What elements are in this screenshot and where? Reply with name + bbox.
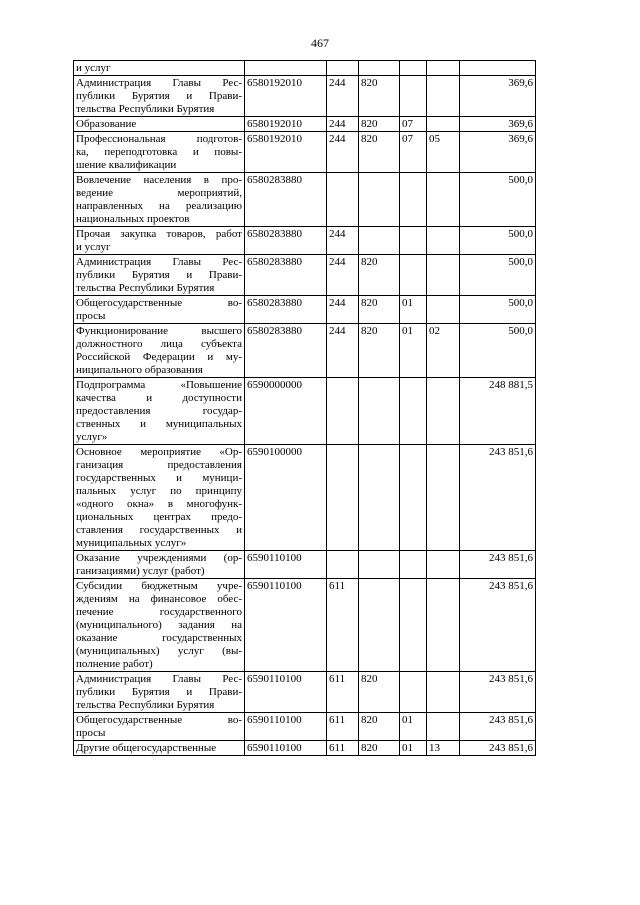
item-name-line: Профессиональная подготов-: [76, 133, 242, 145]
item-name-line: Образование: [76, 118, 137, 130]
amount-cell: 500,0: [460, 173, 536, 227]
item-name-line: Основное мероприятие «Ор-: [76, 446, 242, 458]
grbs-code-cell: 820: [359, 741, 400, 756]
grbs-code-cell: 820: [359, 713, 400, 741]
item-name-cell: [74, 117, 245, 132]
amount-cell: 243 851,6: [460, 741, 536, 756]
table-row: [74, 579, 536, 672]
item-name-line: услуг»: [76, 431, 108, 443]
grbs-code-cell: 820: [359, 324, 400, 378]
subsection-code-cell: [427, 378, 460, 445]
subsection-code-cell: [427, 76, 460, 117]
amount-cell: 248 881,5: [460, 378, 536, 445]
amount-cell: 500,0: [460, 255, 536, 296]
item-name-line: Оказание учреждениями (ор-: [76, 552, 242, 564]
table-row: [74, 61, 536, 76]
amount-cell: 500,0: [460, 324, 536, 378]
item-name-line: тельства Республики Бурятия: [76, 282, 215, 294]
section-code-cell: [400, 61, 427, 76]
item-name-line: тельства Республики Бурятия: [76, 103, 215, 115]
item-name-cell: [74, 227, 245, 255]
item-name-line: ставления государственных и: [76, 524, 242, 536]
item-name-line: муниципальных услуг»: [76, 537, 187, 549]
item-name-line: публики Бурятия и Прави-: [76, 686, 242, 698]
table-row: [74, 741, 536, 756]
grbs-code-cell: [359, 173, 400, 227]
grbs-code-cell: [359, 61, 400, 76]
item-name-line: предоставления государ-: [76, 405, 242, 417]
grbs-code-cell: 820: [359, 296, 400, 324]
subsection-code-cell: 02: [427, 324, 460, 378]
table-row: [74, 713, 536, 741]
expense-type-cell: 244: [327, 227, 359, 255]
grbs-code-cell: 820: [359, 76, 400, 117]
csr-code-cell: 6580283880: [245, 173, 327, 227]
section-code-cell: [400, 173, 427, 227]
item-name-line: циональных центрах предо-: [76, 511, 242, 523]
item-name-line: ка, переподготовка и повы-: [76, 146, 242, 158]
csr-code-cell: 6580192010: [245, 132, 327, 173]
amount-cell: 369,6: [460, 76, 536, 117]
item-name-line: печение государственного: [76, 606, 242, 618]
grbs-code-cell: [359, 227, 400, 255]
grbs-code-cell: [359, 551, 400, 579]
section-code-cell: [400, 445, 427, 551]
item-name-line: ждениям на финансовое обес-: [76, 593, 242, 605]
expense-type-cell: 611: [327, 579, 359, 672]
item-name-cell: [74, 579, 245, 672]
csr-code-cell: 6590110100: [245, 741, 327, 756]
item-name-line: (муниципального) задания на: [76, 619, 242, 631]
item-name-line: ведение мероприятий,: [76, 187, 242, 199]
item-name-line: Администрация Главы Рес-: [76, 673, 242, 685]
item-name-cell: [74, 324, 245, 378]
item-name-line: Субсидии бюджетным учре-: [76, 580, 242, 592]
amount-cell: [460, 61, 536, 76]
item-name-line: просы: [76, 310, 106, 322]
item-name-line: ниципального образования: [76, 364, 203, 376]
budget-table: [73, 60, 536, 756]
expense-type-cell: 244: [327, 76, 359, 117]
csr-code-cell: 6590110100: [245, 579, 327, 672]
section-code-cell: [400, 255, 427, 296]
expense-type-cell: 244: [327, 117, 359, 132]
subsection-code-cell: [427, 173, 460, 227]
table-row: [74, 378, 536, 445]
grbs-code-cell: 820: [359, 132, 400, 173]
section-code-cell: 01: [400, 296, 427, 324]
table-row: [74, 227, 536, 255]
csr-code-cell: [245, 61, 327, 76]
csr-code-cell: 6590110100: [245, 551, 327, 579]
expense-type-cell: [327, 445, 359, 551]
amount-cell: 243 851,6: [460, 672, 536, 713]
item-name-cell: [74, 445, 245, 551]
table-row: [74, 324, 536, 378]
section-code-cell: [400, 579, 427, 672]
item-name-line: Подпрограмма «Повышение: [76, 379, 242, 391]
expense-type-cell: 611: [327, 713, 359, 741]
item-name-line: шение квалификации: [76, 159, 177, 171]
item-name-line: ганизациями) услуг (работ): [76, 565, 205, 577]
item-name-cell: [74, 672, 245, 713]
section-code-cell: [400, 672, 427, 713]
item-name-line: тельства Республики Бурятия: [76, 699, 215, 711]
subsection-code-cell: [427, 672, 460, 713]
item-name-line: Вовлечение населения в про-: [76, 174, 242, 186]
item-name-cell: [74, 61, 245, 76]
item-name-cell: [74, 713, 245, 741]
table-row: [74, 132, 536, 173]
section-code-cell: 01: [400, 741, 427, 756]
item-name-line: пальных услуг по принципу: [76, 485, 242, 497]
expense-type-cell: 244: [327, 296, 359, 324]
grbs-code-cell: 820: [359, 672, 400, 713]
item-name-cell: [74, 173, 245, 227]
subsection-code-cell: 13: [427, 741, 460, 756]
csr-code-cell: 6590000000: [245, 378, 327, 445]
item-name-line: качества и доступности: [76, 392, 242, 404]
csr-code-cell: 6580192010: [245, 117, 327, 132]
item-name-line: Администрация Главы Рес-: [76, 77, 242, 89]
item-name-line: Российской Федерации и му-: [76, 351, 242, 363]
subsection-code-cell: [427, 117, 460, 132]
subsection-code-cell: [427, 255, 460, 296]
grbs-code-cell: 820: [359, 255, 400, 296]
table-row: [74, 551, 536, 579]
subsection-code-cell: [427, 551, 460, 579]
expense-type-cell: [327, 378, 359, 445]
item-name-line: Функционирование высшего: [76, 325, 242, 337]
item-name-cell: [74, 551, 245, 579]
csr-code-cell: 6580283880: [245, 255, 327, 296]
subsection-code-cell: [427, 713, 460, 741]
csr-code-cell: 6580283880: [245, 227, 327, 255]
amount-cell: 243 851,6: [460, 579, 536, 672]
csr-code-cell: 6580283880: [245, 296, 327, 324]
section-code-cell: 07: [400, 117, 427, 132]
item-name-line: полнение работ): [76, 658, 153, 670]
item-name-line: «одного окна» в многофунк-: [76, 498, 242, 510]
table-row: [74, 296, 536, 324]
item-name-cell: [74, 741, 245, 756]
item-name-line: оказание государственных: [76, 632, 242, 644]
amount-cell: 243 851,6: [460, 713, 536, 741]
budget-table-body: [74, 61, 536, 756]
item-name-cell: [74, 255, 245, 296]
item-name-line: должностного лица субъекта: [76, 338, 242, 350]
item-name-cell: [74, 76, 245, 117]
subsection-code-cell: [427, 61, 460, 76]
subsection-code-cell: [427, 296, 460, 324]
item-name-line: ганизация предоставления: [76, 459, 242, 471]
amount-cell: 243 851,6: [460, 445, 536, 551]
csr-code-cell: 6590110100: [245, 672, 327, 713]
amount-cell: 369,6: [460, 132, 536, 173]
expense-type-cell: [327, 551, 359, 579]
item-name-cell: [74, 378, 245, 445]
item-name-line: Общегосударственные во-: [76, 297, 242, 309]
table-row: [74, 173, 536, 227]
expense-type-cell: 244: [327, 255, 359, 296]
table-row: [74, 117, 536, 132]
item-name-line: просы: [76, 727, 106, 739]
page-number: 467: [311, 36, 329, 50]
item-name-line: направленных на реализацию: [76, 200, 242, 212]
amount-cell: 500,0: [460, 227, 536, 255]
grbs-code-cell: 820: [359, 117, 400, 132]
table-row: [74, 76, 536, 117]
amount-cell: 369,6: [460, 117, 536, 132]
grbs-code-cell: [359, 445, 400, 551]
item-name-line: Другие общегосударственные: [76, 742, 217, 754]
expense-type-cell: 244: [327, 324, 359, 378]
table-row: [74, 672, 536, 713]
item-name-line: публики Бурятия и Прави-: [76, 269, 242, 281]
section-code-cell: 01: [400, 324, 427, 378]
item-name-line: и услуг: [76, 62, 111, 74]
item-name-line: государственных и муници-: [76, 472, 242, 484]
section-code-cell: 07: [400, 132, 427, 173]
subsection-code-cell: [427, 445, 460, 551]
section-code-cell: [400, 378, 427, 445]
item-name-line: публики Бурятия и Прави-: [76, 90, 242, 102]
section-code-cell: 01: [400, 713, 427, 741]
section-code-cell: [400, 551, 427, 579]
expense-type-cell: 244: [327, 132, 359, 173]
expense-type-cell: [327, 61, 359, 76]
grbs-code-cell: [359, 579, 400, 672]
csr-code-cell: 6590110100: [245, 713, 327, 741]
table-row: [74, 445, 536, 551]
item-name-line: и услуг: [76, 241, 111, 253]
table-row: [74, 255, 536, 296]
item-name-line: национальных проектов: [76, 213, 190, 225]
expense-type-cell: 611: [327, 741, 359, 756]
subsection-code-cell: [427, 579, 460, 672]
csr-code-cell: 6580192010: [245, 76, 327, 117]
subsection-code-cell: 05: [427, 132, 460, 173]
item-name-line: (муниципальных) услуг (вы-: [76, 645, 242, 657]
csr-code-cell: 6580283880: [245, 324, 327, 378]
grbs-code-cell: [359, 378, 400, 445]
item-name-line: Администрация Главы Рес-: [76, 256, 242, 268]
expense-type-cell: [327, 173, 359, 227]
amount-cell: 500,0: [460, 296, 536, 324]
section-code-cell: [400, 76, 427, 117]
item-name-line: Прочая закупка товаров, работ: [76, 228, 242, 240]
item-name-cell: [74, 132, 245, 173]
item-name-cell: [74, 296, 245, 324]
expense-type-cell: 611: [327, 672, 359, 713]
section-code-cell: [400, 227, 427, 255]
item-name-line: ственных и муниципальных: [76, 418, 242, 430]
item-name-line: Общегосударственные во-: [76, 714, 242, 726]
csr-code-cell: 6590100000: [245, 445, 327, 551]
amount-cell: 243 851,6: [460, 551, 536, 579]
subsection-code-cell: [427, 227, 460, 255]
